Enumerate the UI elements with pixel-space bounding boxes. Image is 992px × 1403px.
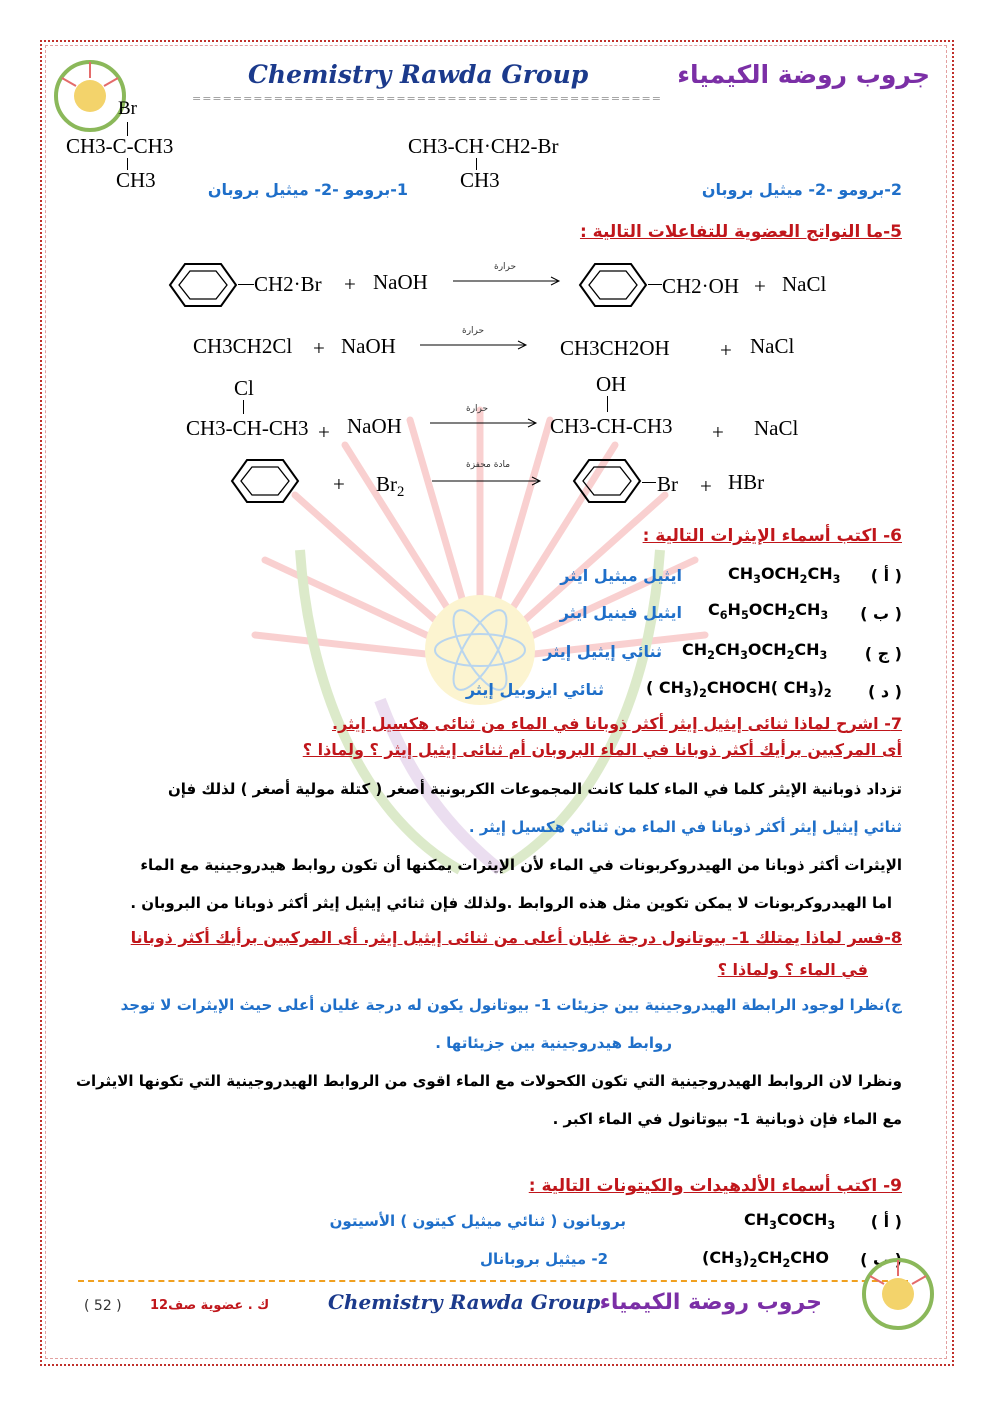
r2-reagent: NaOH <box>341 334 396 358</box>
r3-left: CH3-CH-CH3 <box>186 416 309 440</box>
q9-title: 9- اكتب أسماء الألدهيدات والكيتونات التالية : <box>528 1176 902 1196</box>
r3-byproduct: NaCl <box>754 416 799 440</box>
q5-title: 5-ما النواتج العضوية للتفاعلات التالية : <box>579 222 902 242</box>
r3-cl: Cl <box>234 376 254 400</box>
struct1-ch3: CH3 <box>116 168 156 192</box>
r4-byproduct: HBr <box>728 470 765 494</box>
benzene-ring-4 <box>572 458 642 504</box>
q8-answer-2: روابط هيدروجينية بين جزيئاتها . <box>435 1034 672 1052</box>
q6-label-d: ( د ) <box>868 682 902 701</box>
r2-plus1: + <box>313 336 325 360</box>
header-title-ar: جروب روضة الكيمياء <box>677 60 930 89</box>
r4-bond-right <box>642 482 656 483</box>
r1-bond-right <box>648 284 662 285</box>
q9-formula-a: $CH_3COCH_3$ <box>744 1210 836 1233</box>
r2-arrow <box>420 340 530 350</box>
r3-heat-label: حرارة <box>466 404 489 414</box>
q6-formula-a: $CH_3OCH_2CH_3$ <box>728 564 841 587</box>
q6-label-a: ( أ ) <box>870 566 902 585</box>
q9-label-b: ( ب ) <box>860 1250 902 1269</box>
q8-title-1: 8-فسر لماذا يمتلك 1- بيوتانول درجة غليان أعلى من ثنائى إيثيل إيثر. أى المركبين برأيك أكثر ذوبانا <box>130 928 902 947</box>
struct2-main: CH3-CH·CH2-Br <box>408 134 559 158</box>
r2-left: CH3CH2Cl <box>193 334 293 358</box>
r2-heat-label: حرارة <box>462 326 485 336</box>
q6-formula-b: $C_6H_5OCH_2CH_3$ <box>708 600 829 623</box>
q7-answer-2: ثنائي إيثيل إيثر أكثر ذوبانا في الماء من ثنائي هكسيل إيثر . <box>468 818 902 836</box>
r1-reagent: NaOH <box>373 270 428 294</box>
q6-answer-c: ثنائي إيثيل إيثر <box>543 642 662 661</box>
r1-plus2: + <box>754 274 766 298</box>
r3-product: CH3-CH-CH3 <box>550 414 673 438</box>
q6-formula-c: $CH_2CH_3OCH_2CH_3$ <box>682 640 828 663</box>
q7-answer-4: اما الهيدروكربونات لا يمكن تكوين مثل هذه الروابط .ولذلك فإن ثنائي إيثيل إيثر أكثر ذوبانا من البروبان . <box>130 894 892 912</box>
r2-product: CH3CH2OH <box>560 336 670 360</box>
footer-divider <box>78 1280 908 1282</box>
struct2-name: 2-برومو -2- ميثيل بروبان <box>701 180 902 199</box>
benzene-ring-1 <box>168 262 238 308</box>
r1-arrow <box>453 276 563 286</box>
r3-reagent: NaOH <box>347 414 402 438</box>
footer-page-number: ( 52 ) <box>84 1298 122 1314</box>
benzene-ring-2 <box>578 262 648 308</box>
r1-left: CH2·Br <box>254 272 322 296</box>
q8-answer-4: مع الماء فإن ذوبانية 1- بيوتانول في الماء اكبر . <box>552 1110 902 1128</box>
q6-title: 6- اكتب أسماء الإيثرات التالية : <box>642 526 902 546</box>
footer-logo <box>860 1256 936 1332</box>
r3-plus1: + <box>318 420 330 444</box>
r3-bond-l <box>243 400 244 414</box>
struct1-name: 1-برومو -2- ميثيل بروبان <box>207 180 408 199</box>
r2-byproduct: NaCl <box>750 334 795 358</box>
r4-product: Br <box>657 472 678 496</box>
q8-answer-3: ونظرا لان الروابط الهيدروجينية التي تكون الكحولات مع الماء اقوى من الروابط الهيدروجينية التي تكونها الايثرات <box>75 1072 902 1090</box>
q6-formula-d: ( $CH_3)_2CHOCH$( $CH_3)_2$ <box>646 678 832 701</box>
q6-answer-d: ثنائي ايزوبيل إيثر <box>465 680 604 699</box>
footer-title-ar: جروب روضة الكيمياء <box>599 1290 822 1315</box>
r3-bond-r <box>607 396 608 412</box>
q7-title-1: 7- اشرح لماذا ثنائى إيثيل إيثر أكثر ذوبانا في الماء من ثنائى هكسيل إيثر. <box>331 714 902 733</box>
r3-arrow <box>430 418 540 428</box>
struct2-ch3: CH3 <box>460 168 500 192</box>
r2-plus2: + <box>720 338 732 362</box>
r4-reagent: $Br_2$ <box>376 472 405 501</box>
q8-answer-1: ج)نظرا لوجود الرابطة الهيدروجينية بين جزيئات 1- بيوتانول يكون له درجة غليان أعلى حيث الإيثرات لا توجد <box>120 996 902 1014</box>
r1-bond <box>238 284 254 285</box>
r1-byproduct: NaCl <box>782 272 827 296</box>
q7-answer-3: الإيثرات أكثر ذوبانا من الهيدروكربونات في الماء لأن الإيثرات يمكنها أن تكون روابط هيدروجينية مع الماء <box>140 856 902 874</box>
r4-plus2: + <box>700 474 712 498</box>
q6-label-c: ( ج ) <box>864 644 902 663</box>
q8-title-2: في الماء ؟ ولماذا ؟ <box>717 960 868 979</box>
r3-oh: OH <box>596 372 627 396</box>
r1-product: CH2·OH <box>662 274 739 298</box>
r1-heat-label: حرارة <box>494 262 517 272</box>
r4-catalyst-label: مادة محفزة <box>466 460 511 470</box>
q7-answer-1: تزداد ذوبانية الإيثر كلما في الماء كلما كانت المجموعات الكربونية أصغر ( كتلة مولية أصغر ) لذلك فإن <box>168 780 902 798</box>
q9-answer-b: 2- ميثيل بروبانال <box>480 1250 608 1268</box>
header-divider: ============================================== <box>192 92 662 105</box>
r4-arrow <box>432 476 544 486</box>
q6-answer-b: ايثيل فينيل ايثر <box>559 603 682 622</box>
r1-plus1: + <box>344 272 356 296</box>
footer-course: ك . عضوية صف12 <box>150 1298 270 1313</box>
footer-title-en: Chemistry Rawda Group <box>328 1290 601 1314</box>
q6-answer-a: ايثيل ميثيل ايثر <box>560 566 682 585</box>
r3-plus2: + <box>712 420 724 444</box>
q6-label-b: ( ب ) <box>860 604 902 623</box>
r4-plus1: + <box>333 472 345 496</box>
header-logo <box>52 58 128 134</box>
header-title-en: Chemistry Rawda Group <box>248 60 589 89</box>
q7-title-2: أى المركبين برأيك أكثر ذوبانا في الماء البروبان أم ثنائى إيثيل إيثر ؟ ولماذا ؟ <box>302 740 902 759</box>
struct1-br: Br <box>118 98 137 119</box>
q9-label-a: ( أ ) <box>870 1212 902 1231</box>
q9-formula-b: $(CH_3)_2CH_2CHO$ <box>702 1248 830 1271</box>
benzene-ring-3 <box>230 458 300 504</box>
q9-answer-a: بروبانون ( ثنائي ميثيل كيتون ) الأسيتون <box>329 1212 626 1230</box>
struct1-main: CH3-C-CH3 <box>66 134 174 158</box>
